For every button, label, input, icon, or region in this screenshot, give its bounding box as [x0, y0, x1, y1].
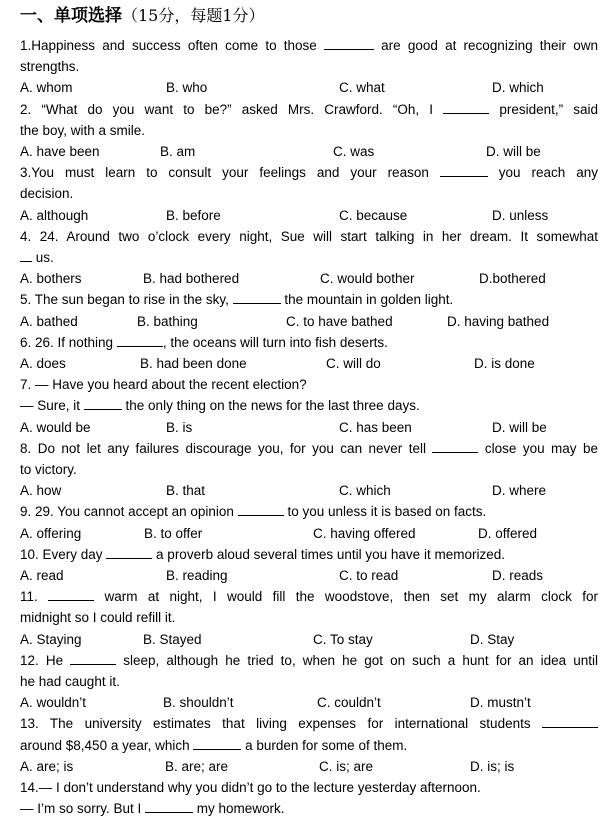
question-text: 12. He [20, 652, 71, 668]
question-text-line [20, 777, 598, 798]
question-text-line [20, 35, 598, 56]
option-b: B. shouldn’t [163, 695, 234, 711]
option-b: B. had been done [140, 356, 247, 371]
question-text: warm at night, I would fill the woodstove, then set my alarm clock for [94, 589, 598, 605]
question-text: 1.Happiness and success often come to those [20, 38, 324, 53]
question-text-line [20, 120, 598, 141]
question-text: sleep, although he tried to, when he got on such a hunt for an idea until [116, 652, 598, 668]
option-a: A. would be [20, 419, 91, 435]
answer-blank [324, 35, 374, 50]
option-d: D. reads [492, 568, 544, 583]
question-text-line [20, 162, 598, 183]
answer-blank [238, 501, 284, 516]
option-a: A. bathed [20, 313, 78, 329]
question-text-line [20, 183, 598, 204]
option-d: D. having bathed [447, 313, 550, 329]
question-text: to victory. [20, 462, 77, 477]
question-text-line [20, 247, 598, 268]
question-text: a burden for some of them. [241, 737, 408, 753]
option-c: C. to read [339, 568, 399, 583]
question-text: 6. 26. If nothing [20, 334, 117, 350]
question-text: he had caught it. [20, 674, 120, 689]
option-c: C. because [339, 207, 408, 223]
option-d: D. which [492, 80, 544, 96]
question-text-line [20, 395, 598, 416]
option-c: C. has been [339, 419, 412, 435]
question-text: 4. 24. Around two o’clock every night, Sue will start talking in her dream. It somewhat [20, 228, 598, 244]
option-b: B. had bothered [143, 271, 240, 287]
option-d: D. mustn’t [470, 695, 531, 711]
question-text: , the oceans will turn into fish deserts. [162, 334, 388, 350]
question-text-line [20, 374, 598, 395]
option-a: A. have been [20, 144, 100, 159]
question-text: the boy, with a smile. [20, 122, 146, 138]
question-text-line [20, 438, 598, 459]
answer-blank [48, 586, 94, 601]
option-d: D. is done [474, 356, 535, 371]
answer-blank [233, 289, 281, 304]
option-c: C. what [339, 80, 385, 96]
question-text-line [20, 226, 598, 247]
option-c: C. which [339, 483, 391, 499]
question-text-line [20, 650, 598, 671]
question-text-line [20, 798, 598, 819]
answer-blank [84, 395, 122, 410]
question-text: are good at recognizing their own [373, 38, 598, 53]
option-d: D. will be [492, 419, 547, 435]
option-b: B. Stayed [143, 631, 202, 647]
option-c: C. would bother [320, 271, 415, 287]
option-a: A. are; is [20, 758, 74, 774]
option-b: B. who [166, 80, 208, 96]
option-a: A. how [20, 483, 62, 499]
question-text: strengths. [20, 59, 80, 75]
option-d: D.bothered [479, 271, 546, 287]
question-text-line [20, 544, 598, 565]
option-d: D. offered [478, 525, 538, 541]
option-b: B. are; are [165, 758, 229, 774]
question-text-line [20, 586, 598, 607]
answer-blank [542, 713, 598, 728]
question-text: decision. [20, 186, 74, 202]
question-text-line [20, 713, 598, 734]
option-a: A. Staying [20, 631, 82, 647]
option-a: A. bothers [20, 271, 82, 287]
question-text: — Sure, it [20, 398, 84, 414]
option-c: C. will do [326, 356, 381, 371]
option-a: A. although [20, 207, 89, 223]
option-b: B. reading [166, 568, 228, 583]
question-text: you reach any [487, 165, 598, 181]
option-b: B. is [166, 419, 193, 435]
option-a: A. wouldn’t [20, 695, 87, 711]
answer-blank [443, 99, 489, 114]
option-c: C. To stay [313, 631, 373, 647]
question-text: us. [32, 250, 54, 265]
question-text-line [20, 56, 598, 77]
option-a: A. does [20, 356, 66, 371]
option-b: B. to offer [144, 525, 203, 541]
question-text: close you may be [478, 440, 598, 456]
option-b: B. that [166, 483, 206, 499]
answer-blank [70, 650, 116, 665]
question-text: a proverb aloud several times until you have it memorized. [152, 546, 505, 562]
question-text: 2. “What do you want to be?” asked Mrs. Crawford. “Oh, I [20, 101, 444, 117]
option-d: D. is; is [470, 758, 515, 774]
option-d: D. unless [492, 207, 549, 223]
option-a: A. whom [20, 80, 73, 96]
option-c: C. having offered [313, 525, 416, 541]
option-a: A. offering [20, 525, 82, 541]
question-text-line [20, 99, 598, 120]
section-heading [20, 3, 265, 29]
question-text: the mountain in golden light. [280, 292, 454, 308]
question-text: 5. The sun began to rise in the sky, [20, 292, 233, 308]
answer-blank [117, 332, 163, 347]
question-text-line [20, 671, 598, 692]
question-text-line [20, 735, 598, 756]
answer-blank [440, 162, 488, 177]
answer-blank [20, 247, 32, 262]
answer-blank [193, 735, 241, 750]
question-text-line [20, 501, 598, 522]
question-text-line [20, 289, 598, 310]
answer-blank [145, 798, 193, 813]
question-text: 3.You must learn to consult your feelings and your reason [20, 165, 440, 181]
section-title: 一、单项选择 [20, 6, 122, 26]
question-text-line [20, 607, 598, 628]
question-text: — I’m so sorry. But I [20, 801, 146, 817]
question-text: the only thing on the news for the last three days. [121, 398, 420, 414]
section-subtitle: （15分，每题1分） [122, 6, 265, 25]
option-c: C. was [333, 144, 375, 159]
option-a: A. read [20, 568, 64, 583]
option-d: D. will be [486, 144, 541, 159]
question-text: my homework. [193, 801, 285, 817]
option-d: D. where [492, 483, 547, 499]
question-text: 10. Every day [20, 546, 107, 562]
question-text: midnight so I could refill it. [20, 610, 176, 626]
option-d: D. Stay [470, 631, 515, 647]
question-text: 8. Do not let any failures discourage you, for you can never tell [20, 440, 433, 456]
option-c: C. is; are [319, 758, 374, 774]
question-text: 14.— I don’t understand why you didn’t go to the lecture yesterday afternoon. [20, 780, 481, 795]
answer-blank [432, 438, 478, 453]
answer-blank [106, 544, 152, 559]
question-text-line [20, 459, 598, 480]
question-text: to you unless it is based on facts. [283, 504, 487, 520]
question-text: 13. The university estimates that living expenses for international students [20, 716, 542, 732]
question-text: 7. — Have you heard about the recent election? [20, 377, 307, 393]
option-b: B. am [160, 144, 196, 159]
question-text: president,” said [489, 101, 598, 117]
question-text: 11. [20, 589, 49, 605]
option-b: B. before [166, 207, 221, 223]
option-b: B. bathing [137, 313, 198, 329]
question-text-line [20, 332, 598, 353]
question-text: around $8,450 a year, which [20, 737, 194, 753]
option-c: C. to have bathed [286, 313, 393, 329]
option-c: C. couldn’t [317, 695, 381, 711]
question-text: 9. 29. You cannot accept an opinion [20, 504, 238, 520]
